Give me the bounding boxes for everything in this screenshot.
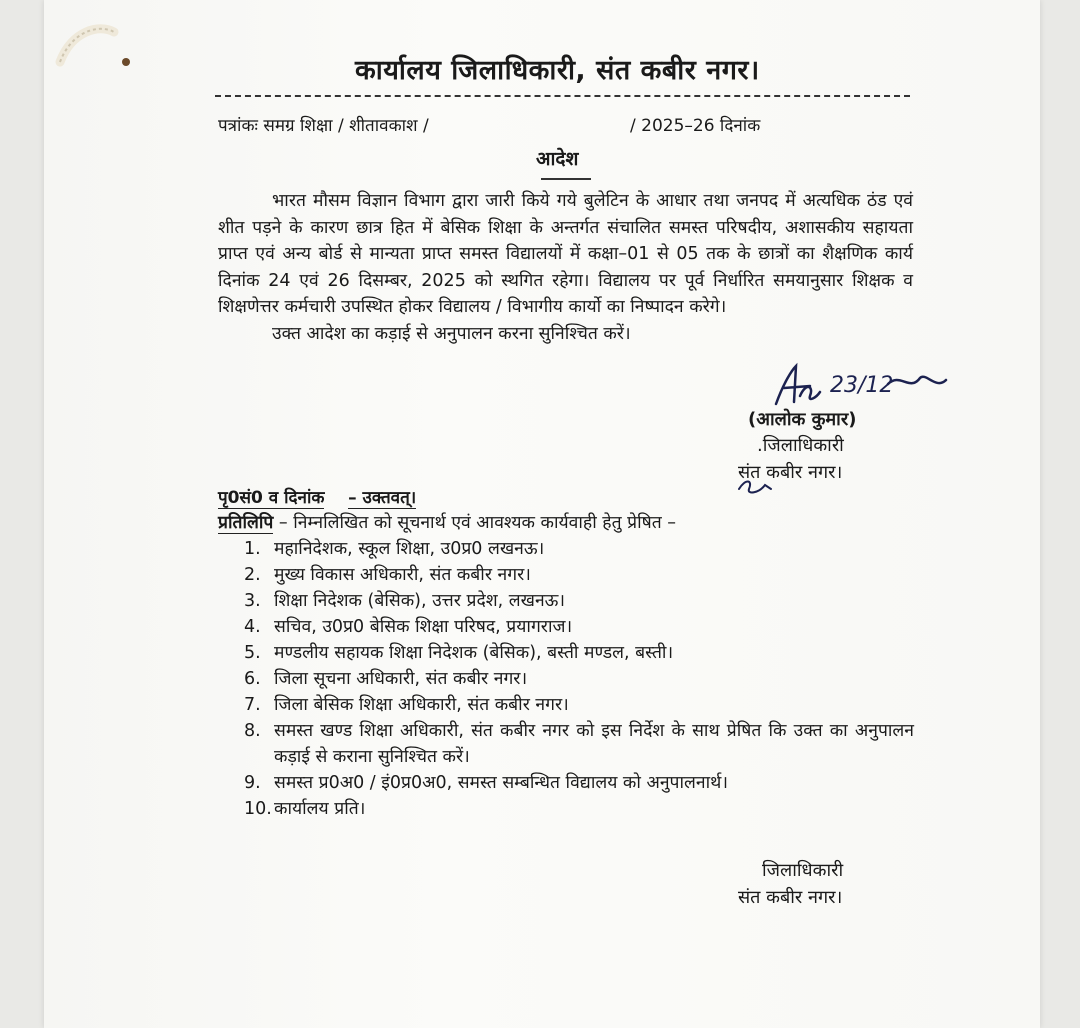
list-item: 9. समस्त प्र0अ0 / इं0प्र0अ0, समस्त सम्बन्धित विद्यालय को अनुपालनार्थ।	[244, 773, 728, 793]
endorsement-label: पृ0सं0 व दिनांक	[218, 488, 325, 508]
signatory-name: (आलोक कुमार)	[748, 409, 857, 430]
reference-date: / 2025–26 दिनांक	[630, 116, 761, 136]
header-divider	[215, 95, 910, 97]
office-header-title: कार्यालय जिलाधिकारी, संत कबीर नगर।	[355, 55, 760, 86]
list-item: 10. कार्यालय प्रति।	[244, 799, 366, 819]
signatory-designation: .जिलाधिकारी	[757, 435, 844, 456]
binding-thread-icon	[52, 20, 132, 70]
list-item: 4. सचिव, उ0प्र0 बेसिक शिक्षा परिषद, प्रयागराज।	[244, 617, 573, 637]
initial-scribble-icon	[735, 475, 775, 497]
signatory-place: संत कबीर नगर।	[738, 462, 843, 483]
footer-place: संत कबीर नगर।	[738, 887, 843, 908]
list-item: 6. जिला सूचना अधिकारी, संत कबीर नगर।	[244, 669, 528, 689]
order-paragraph-main: भारत मौसम विज्ञान विभाग द्वारा जारी किये गये बुलेटिन के आधार तथा जनपद में अत्यधिक ठंड एवं शीत पड़ने के कारण छात्र हित में बेसिक शिक्षा के अन्तर्गत संचालित समस्त परिषदीय, अशासकीय सहायता प्राप्त एवं अन्य बोर्ड से मान्यता प्राप्त समस्त विद्यालयों में कक्षा–01 से 05 तक के छात्रों का शैक्षणिक कार्य दिनांक 24 एवं 26 दिसम्बर, 2025 को स्थगित रहेगा। विद्यालय पर पूर्व निर्धारित समयानुसार शिक्षक व शिक्षणेत्तर कर्मचारी उपस्थित होकर विद्यालय / विभागीय कार्यो का निष्पादन करेगे।	[218, 191, 913, 317]
list-item: 2. मुख्य विकास अधिकारी, संत कबीर नगर।	[244, 565, 531, 585]
order-body	[218, 188, 913, 347]
list-item: 7. जिला बेसिक शिक्षा अधिकारी, संत कबीर नगर।	[244, 695, 569, 715]
footer-designation: जिलाधिकारी	[762, 860, 844, 881]
endorsement-value: – उक्तवत्।	[348, 488, 417, 508]
copy-to-intro: – निम्नलिखित को सूचनार्थ एवं आवश्यक कार्यवाही हेतु प्रेषित –	[278, 513, 677, 533]
list-item: 1. महानिदेशक, स्कूल शिक्षा, उ0प्र0 लखनऊ।	[244, 539, 545, 559]
reference-number: पत्रांकः समग्र शिक्षा / शीतावकाश /	[218, 116, 429, 136]
list-item: 8. समस्त खण्ड शिक्षा अधिकारी, संत कबीर नगर को इस निर्देश के साथ प्रेषित कि उक्त का अनुपालन कड़ाई से कराना सुनिश्चित करें।	[244, 721, 914, 767]
signature-scribble-icon	[770, 362, 950, 412]
endorsement-line	[218, 485, 416, 508]
copy-to-line	[218, 510, 676, 534]
list-item: 3. शिक्षा निदेशक (बेसिक), उत्तर प्रदेश, लखनऊ।	[244, 591, 566, 611]
copy-to-label: प्रतिलिपि	[218, 513, 274, 533]
copy-recipient-list	[244, 536, 914, 822]
list-item: 5. मण्डलीय सहायक शिक्षा निदेशक (बेसिक), बस्ती मण्डल, बस्ती।	[244, 643, 674, 663]
signature-date-annotation: 23/12	[830, 373, 894, 398]
order-title-underline	[541, 178, 591, 180]
order-paragraph-compliance: उक्त आदेश का कड़ाई से अनुपालन करना सुनिश्चित करें।	[272, 323, 631, 344]
order-title: आदेश	[536, 148, 579, 170]
